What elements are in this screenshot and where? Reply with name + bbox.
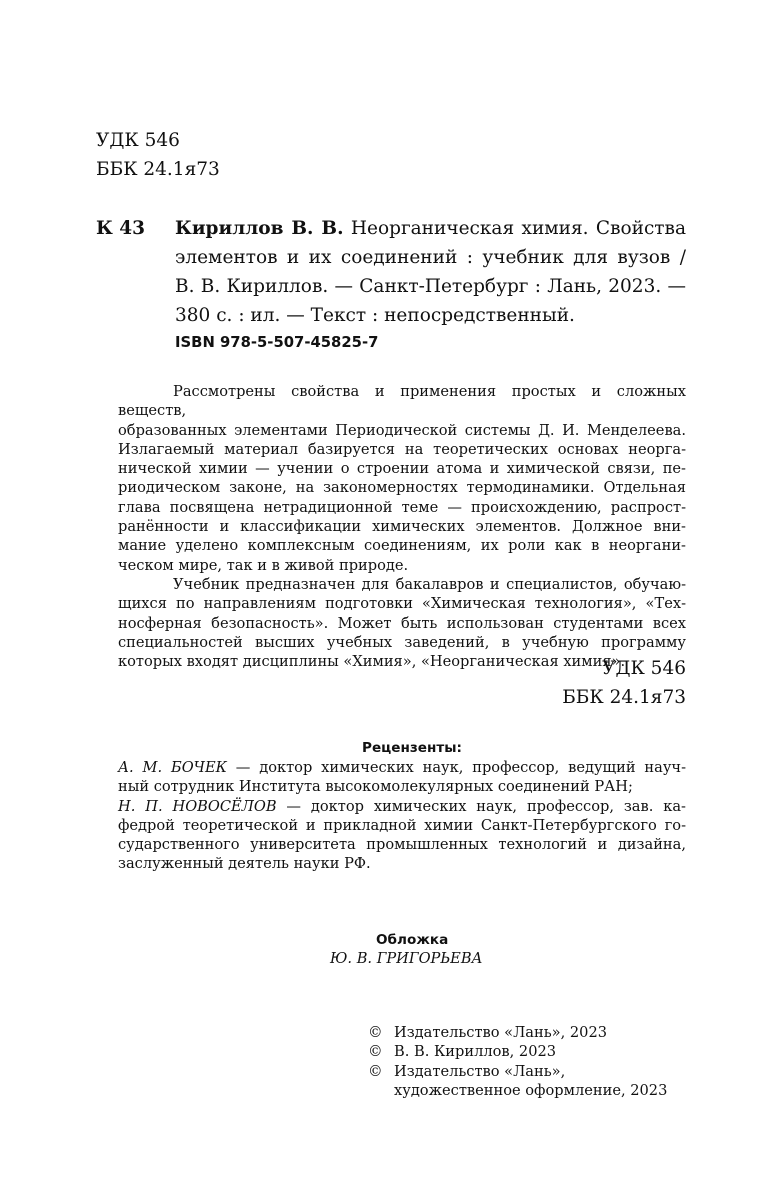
abstract-line: носферная безопасность». Может быть использован студентами всех: [118, 614, 686, 632]
catalog-author: Кириллов В. В.: [175, 218, 344, 239]
reviewer-2-line: заслуженный деятель науки РФ.: [118, 855, 371, 873]
copyright-line: художественное оформление, 2023: [394, 1081, 668, 1099]
copyright-icon: ©: [368, 1043, 383, 1061]
reviewer-1-line: ный сотрудник Института высокомолекулярных соединений РАН;: [118, 778, 633, 796]
reviewer-2-line: сударственного университета промышленных технологий и дизайна,: [118, 836, 686, 854]
top-codes: [96, 126, 220, 184]
copyright-icon: ©: [368, 1062, 383, 1080]
abstract-line: риодическом законе, на закономерностях термодинамики. Отдельная: [118, 479, 686, 497]
reviewers-heading: Рецензенты:: [362, 740, 462, 756]
catalog-line-4: 380 с. : ил. — Текст : непосредственный.: [175, 305, 575, 326]
catalog-line-3: В. В. Кириллов. — Санкт-Петербург : Лань, 2023. —: [175, 276, 686, 297]
bbk-code: ББК 24.1я73: [562, 687, 686, 708]
cover-heading: Обложка: [376, 932, 449, 948]
catalog-line-1: Кириллов В. В. Неорганическая химия. Свойства: [175, 218, 686, 239]
copyright-line: © В. В. Кириллов, 2023: [368, 1043, 557, 1061]
reviewer-2-line: федрой теоретической и прикладной химии Санкт-Петербургского го-: [118, 816, 686, 834]
abstract-line: которых входят дисциплины «Химия», «Неорганическая химия».: [118, 653, 626, 671]
abstract-line: образованных элементами Периодической системы Д. И. Менделеева.: [118, 421, 686, 439]
abstract-line: Рассмотрены свойства и применения простых и сложных веществ,: [118, 383, 686, 420]
udk-code: УДК 546: [96, 130, 180, 151]
abstract-line: Учебник предназначен для бакалавров и специалистов, обучаю-: [173, 575, 686, 593]
cover-designer: Ю. В. ГРИГОРЬЕВА: [330, 950, 483, 967]
bbk-code: ББК 24.1я73: [96, 159, 220, 180]
abstract-line: ческом мире, так и в живой природе.: [118, 556, 409, 574]
author-sign: К 43: [96, 218, 146, 239]
reviewer-2-name: Н. П. НОВОСЁЛОВ: [118, 797, 277, 815]
copyright-line: © Издательство «Лань»,: [368, 1062, 566, 1080]
abstract-line: нической химии — учении о строении атома и химической связи, пе-: [118, 460, 686, 478]
bottom-codes: [480, 654, 686, 712]
reviewer-2-line: Н. П. НОВОСЁЛОВ — доктор химических наук, профессор, зав. ка-: [118, 797, 686, 815]
udk-code: УДК 546: [602, 658, 686, 679]
copyright-block: [368, 1023, 667, 1100]
abstract-line: щихся по направлениям подготовки «Химическая технология», «Тех-: [118, 595, 686, 613]
catalog-line-2: элементов и их соединений : учебник для вузов /: [175, 247, 686, 268]
abstract-line: специальностей высших учебных заведений, в учебную программу: [118, 633, 686, 651]
abstract-line: мание уделено комплексным соединениям, их роли как в неоргани-: [118, 537, 686, 555]
abstract-line: Излагаемый материал базируется на теоретических основах неорга-: [118, 440, 686, 458]
reviewer-1-name: А. М. БОЧЕК: [118, 759, 227, 776]
reviewers-block: [118, 758, 686, 874]
catalog-entry: [175, 214, 686, 330]
abstract: [118, 382, 686, 671]
copyright-icon: ©: [368, 1024, 383, 1041]
reviewer-1-line: А. М. БОЧЕК — доктор химических наук, профессор, ведущий науч-: [118, 759, 687, 776]
abstract-line: ранённости и классификации химических элементов. Должное вни-: [118, 518, 686, 536]
copyright-line: © Издательство «Лань», 2023: [368, 1024, 608, 1041]
isbn: ISBN 978-5-507-45825-7: [175, 334, 379, 351]
abstract-line: глава посвящена нетрадиционной теме — происхождению, распрост-: [118, 498, 686, 516]
